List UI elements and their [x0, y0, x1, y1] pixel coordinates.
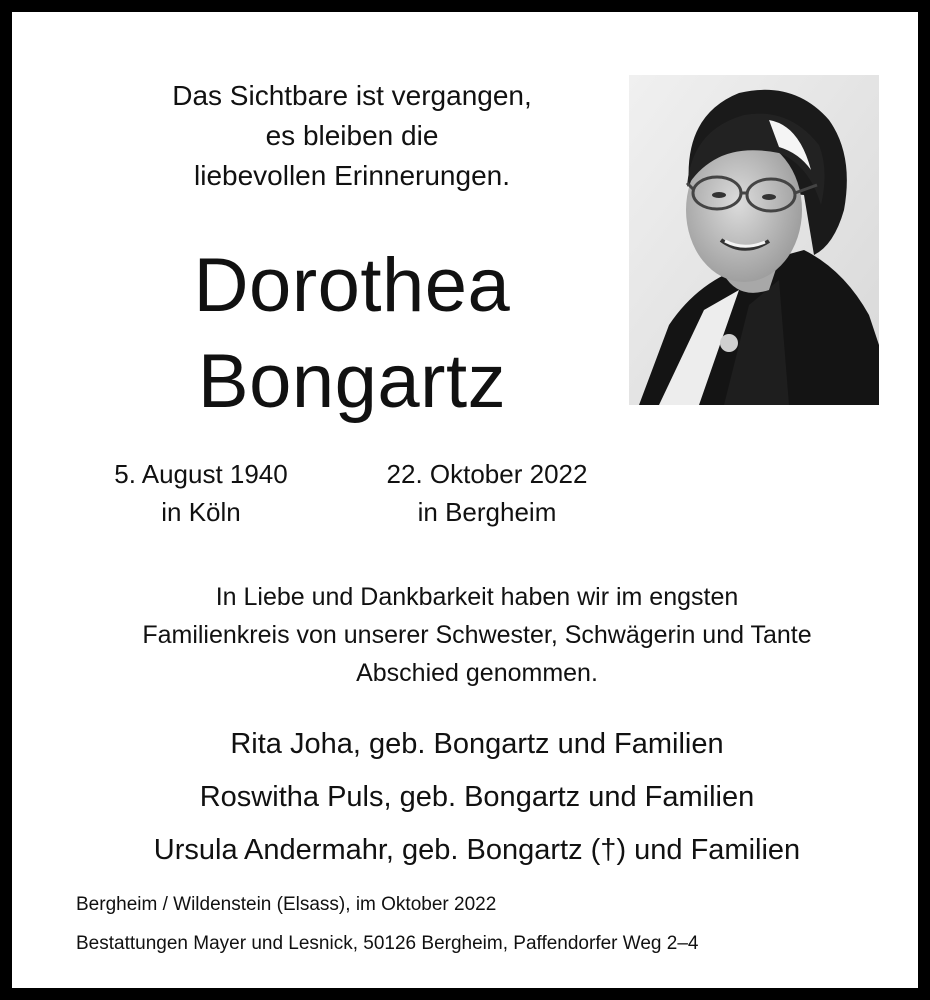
portrait-photo [629, 75, 879, 405]
death-date: 22. Oktober 2022 [386, 459, 588, 489]
undertaker-line: Bestattungen Mayer und Lesnick, 50126 Bergheim, Paffendorfer Weg 2–4 [76, 933, 699, 954]
mourners-list [52, 718, 902, 877]
birth-info [92, 455, 310, 531]
birth-date: 5. August 1940 [114, 459, 288, 489]
deceased-name [132, 238, 572, 430]
motto-line: es bleiben die [265, 120, 439, 151]
mourner-entry: Roswitha Puls, geb. Bongartz und Familien [199, 781, 755, 813]
death-place: in Bergheim [417, 497, 557, 527]
motto-line: liebevollen Erinnerungen. [194, 160, 510, 191]
first-name: Dorothea [193, 243, 511, 328]
birth-place: in Köln [161, 497, 241, 527]
farewell-statement [52, 578, 902, 692]
statement-line: In Liebe und Dankbarkeit haben wir im engsten [215, 583, 739, 611]
mourner-entry: Rita Joha, geb. Bongartz und Familien [230, 728, 724, 760]
motto-quote [107, 76, 597, 196]
death-info [362, 455, 612, 531]
place-date-line: Bergheim / Wildenstein (Elsass), im Oktober 2022 [76, 894, 497, 915]
statement-line: Familienkreis von unserer Schwester, Schwägerin und Tante [142, 621, 812, 649]
motto-line: Das Sichtbare ist vergangen, [172, 80, 532, 111]
mourner-entry: Ursula Andermahr, geb. Bongartz (†) und Familien [153, 834, 801, 866]
statement-line: Abschied genommen. [356, 659, 598, 687]
last-name: Bongartz [197, 339, 507, 424]
